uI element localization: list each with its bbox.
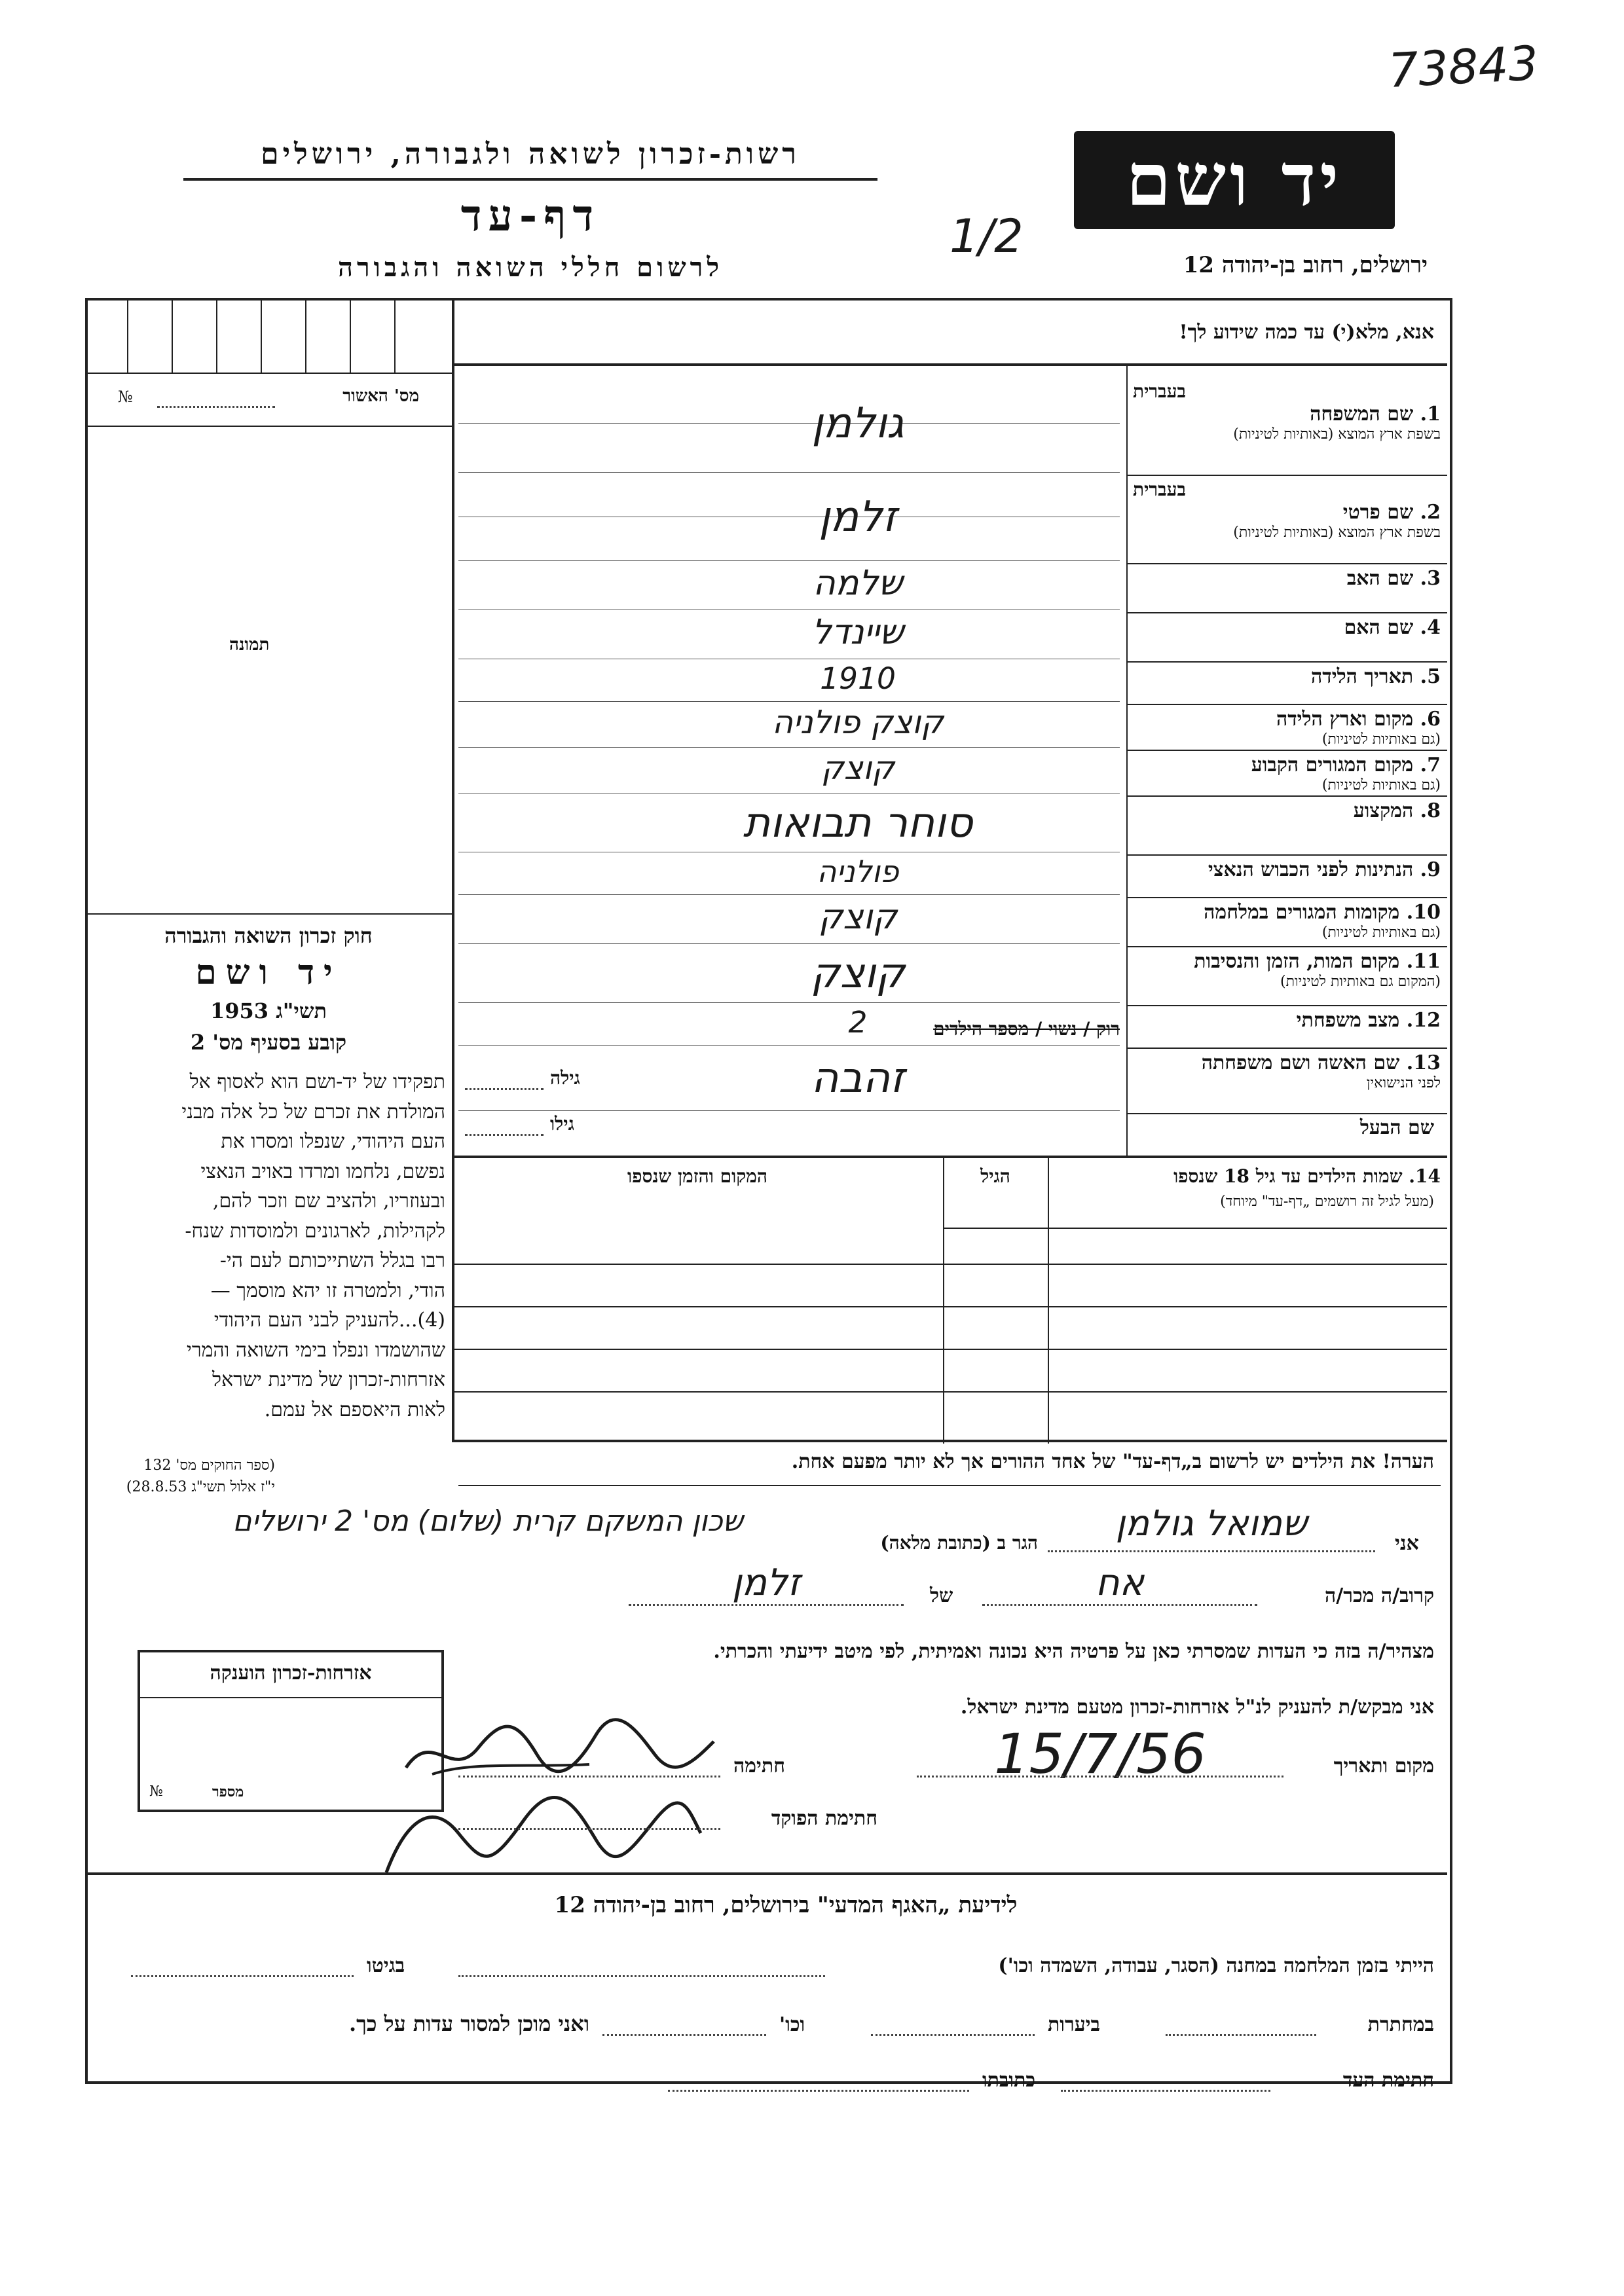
field-value[interactable]: שלמה xyxy=(813,563,903,603)
field-number: 9. xyxy=(1420,858,1441,881)
lower-forests-label: ביערות xyxy=(1048,2013,1101,2036)
officer-signature xyxy=(380,1781,707,1879)
approval-label: מס' האשור xyxy=(342,386,419,406)
place-date-label: מקום ותאריך xyxy=(1333,1755,1434,1777)
field-label xyxy=(1133,567,1441,590)
field-sub-label: (גם באותיות לטיניות) xyxy=(1321,777,1441,793)
field-label xyxy=(1133,616,1441,639)
law-reference-1: (ספר החוקים מס' 132 xyxy=(143,1457,275,1474)
field-value[interactable]: קוצק xyxy=(819,897,897,937)
field-number: 11. xyxy=(1406,950,1441,973)
officer-label: חתימת הפוקד xyxy=(771,1807,877,1830)
field-row xyxy=(452,897,1447,946)
field-value[interactable]: קוצק xyxy=(811,949,905,997)
field-value[interactable]: קוצק xyxy=(821,750,895,787)
field-label-text: המקצוע xyxy=(1353,799,1414,822)
field-label-block xyxy=(1133,616,1441,639)
field-number: 12. xyxy=(1406,1009,1441,1032)
field-sub-label: לפני הנישואין xyxy=(1366,1075,1441,1091)
field-label xyxy=(1133,1009,1441,1032)
field-row xyxy=(452,854,1447,897)
field-value[interactable]: 1910 xyxy=(820,661,896,696)
field-label-text: שם פרטי xyxy=(1342,501,1414,524)
law-name: יד ושם xyxy=(195,953,342,993)
field-label-text: מצב משפחתי xyxy=(1296,1009,1400,1032)
lower-etc-label: וכו' xyxy=(779,2013,805,2036)
law-title: חוק זכרון השואה והגבורה xyxy=(164,923,373,948)
field-value[interactable]: 2 xyxy=(848,1005,868,1040)
field-value[interactable]: פולניה xyxy=(817,854,899,889)
photo-label: תמונה xyxy=(229,635,270,655)
field-label xyxy=(1133,754,1441,776)
field-row xyxy=(452,376,1447,475)
law-text-line: אזרחות-זכרון של מדינת ישראל xyxy=(212,1368,445,1391)
field-value[interactable]: קוצק פולניה xyxy=(772,704,944,741)
law-text-line: הודי, ולמטרה זו יהא מוסמך — xyxy=(210,1279,445,1302)
field-number: 13. xyxy=(1406,1051,1441,1074)
field-number: 7. xyxy=(1420,754,1441,776)
field-sub-label: בשפת ארץ המוצא (באותיות לטיניות) xyxy=(1233,426,1441,443)
law-text-line: נפשם, נלחמו ומרדו באויב הנאצי xyxy=(200,1159,445,1183)
law-text-line: לאות היאספם אל עמם. xyxy=(264,1398,445,1421)
field-number: 4. xyxy=(1420,616,1441,639)
field-number: 8. xyxy=(1420,799,1441,822)
field-label-text: מקום המגורים הקבוע xyxy=(1251,754,1414,776)
field-label-block xyxy=(1133,901,1441,941)
field-number: 10. xyxy=(1406,901,1441,924)
of-value: זלמן xyxy=(731,1561,801,1604)
lower-camp-label: הייתי בזמן המלחמה במחנה (הסגר, עבודה, השמדה וכו') xyxy=(998,1954,1434,1977)
yad-vashem-logo: יד ושם xyxy=(1074,131,1395,229)
law-text-line: רבו בגלל השתייכותם לעם הי- xyxy=(219,1249,445,1272)
field-row xyxy=(452,946,1447,1005)
field-label-text: שם המשפחה xyxy=(1310,403,1414,426)
law-text-line: המולדת את זכרם של כל אלה מבני xyxy=(181,1100,445,1123)
field-row xyxy=(452,704,1447,750)
field-number: 1. xyxy=(1420,403,1441,426)
field-language-label: בעברית xyxy=(1133,380,1187,402)
form-title: דף-עד xyxy=(460,190,600,241)
law-text-line: (4)...להעניק לבני העם היהודי xyxy=(213,1309,445,1332)
residence-label: הגר ב (כתובת מלאה) xyxy=(880,1532,1038,1554)
field-row xyxy=(452,661,1447,704)
field-value[interactable]: שיינדל xyxy=(811,612,904,652)
intro-instruction: אנא, מלא(י) עד כמה שידוע לך! xyxy=(1179,321,1434,344)
children-number: 14. xyxy=(1409,1165,1441,1187)
field-row xyxy=(452,612,1447,661)
law-text-line: תפקידו של יד-ושם הוא לאסוף אל xyxy=(189,1070,445,1093)
field-label-block xyxy=(1133,567,1441,590)
page-mark: 1/2 xyxy=(950,210,1024,263)
field-label xyxy=(1133,858,1441,881)
remark: הערה! את הילדים יש לרשום ב„דף-עד" של אחד ההורים אך לא יותר מפעם אחת. xyxy=(791,1450,1434,1473)
field-label-block xyxy=(1133,665,1441,688)
field-label xyxy=(1133,501,1441,524)
signature-label: חתימה xyxy=(733,1755,785,1777)
field-label-block xyxy=(1133,380,1441,443)
field-label xyxy=(1133,799,1441,822)
field-label-text: מקומות המגורים במלחמה xyxy=(1204,901,1400,924)
field-number: 3. xyxy=(1420,567,1441,590)
field-row xyxy=(452,1048,1447,1113)
field-value[interactable]: זלמן xyxy=(819,492,897,541)
approval-number: № xyxy=(118,388,133,406)
left-top-cells xyxy=(88,301,452,373)
field-language-label: בעברית xyxy=(1133,479,1187,500)
relative-label: קרוב/ה מכר/ה xyxy=(1325,1584,1434,1607)
field-number: 6. xyxy=(1420,708,1441,731)
field-value[interactable]: זהבה xyxy=(811,1054,905,1102)
field-label xyxy=(1133,1051,1441,1074)
law-text-line: ובעוזריו, ולהציב שם וזכר להם, xyxy=(212,1190,445,1212)
lower-willing-label: ואני מוכן למסור עדות על כך. xyxy=(348,2011,589,2036)
declarant-label: אני xyxy=(1395,1532,1419,1555)
field-label xyxy=(1133,665,1441,688)
field-label-block xyxy=(1133,708,1441,748)
field-label-block xyxy=(1133,858,1441,881)
witness-signature-label: חתימת העד xyxy=(1342,2069,1434,2092)
field-label-block xyxy=(1133,950,1441,990)
place-date-value: 15/7/56 xyxy=(994,1722,1206,1786)
citizenship-request: אני מבקש/ת להעניק לנ"ל אזרחות-זכרון מטעם מדינת ישראל. xyxy=(960,1696,1434,1719)
field-value[interactable]: גולמן xyxy=(811,399,904,448)
field-label-block xyxy=(1133,754,1441,793)
field-row xyxy=(452,475,1447,563)
witness-address-label: כתובתו xyxy=(982,2069,1036,2092)
residence-value: שכון המשקם קרית (שלום) מס' 2 ירושלים xyxy=(232,1504,743,1538)
lower-underground-label: במחתרת xyxy=(1367,2013,1434,2036)
lower-title: לידיעת „האגף המדעי" בירושלים, רחוב בן-יהודה 12 xyxy=(554,1892,1018,1918)
authority-name: רשות-זכרון לשואה ולגבורה, ירושלים xyxy=(261,137,800,171)
field-label-block xyxy=(1133,1009,1441,1032)
wife-age-label: גילה xyxy=(550,1067,580,1089)
law-section: קובע בסעיף מס' 2 xyxy=(190,1030,347,1055)
citizenship-box-number-label: מספר xyxy=(212,1783,244,1800)
field-sub-label: בשפת ארץ המוצא (באותיות לטיניות) xyxy=(1233,524,1441,541)
children-age-header: הגיל xyxy=(980,1165,1010,1187)
husband-label: שם הבעל xyxy=(1359,1116,1434,1139)
law-year: תשי"ג 1953 xyxy=(210,998,327,1023)
field-label xyxy=(1133,901,1441,924)
field-sub-label: (גם באותיות לטיניות) xyxy=(1321,731,1441,748)
archive-number: 73843 xyxy=(1386,35,1540,98)
of-label: של xyxy=(930,1584,953,1607)
address: ירושלים, רחוב בן-יהודה 12 xyxy=(1183,252,1428,278)
law-reference-2: י"ז אלול תשי"ג 28.8.53) xyxy=(126,1479,275,1495)
children-place-header: המקום והזמן שנספו xyxy=(627,1165,767,1187)
children-title xyxy=(1054,1165,1441,1188)
field-row xyxy=(452,563,1447,612)
field-value[interactable]: סוחר תבואות xyxy=(743,799,973,847)
field-label-text: תאריך הלידה xyxy=(1311,665,1414,688)
children-title-text: שמות הילדים עד גיל 18 שנספו xyxy=(1173,1165,1403,1187)
children-note: (מעל לגיל זה רושמים „דף-עד" מיוחד) xyxy=(1220,1194,1434,1210)
field-label-block xyxy=(1133,1051,1441,1091)
field-label-text: שם האב xyxy=(1346,567,1414,590)
declarant-name: שמואל גולמן xyxy=(1115,1503,1308,1544)
law-text-line: העם היהודי, שנפלו ומסרו את xyxy=(221,1130,445,1153)
law-text xyxy=(92,1067,445,1425)
citizenship-box-no: № xyxy=(149,1783,163,1800)
field-label xyxy=(1133,403,1441,426)
form-subtitle: לרשום חללי השואה והגבורה xyxy=(337,252,724,283)
field-label-text: מקום וארץ הלידה xyxy=(1276,708,1414,731)
field-label xyxy=(1133,950,1441,973)
declarant-signature xyxy=(393,1702,720,1787)
lower-ghetto-label: בגיטו xyxy=(367,1954,405,1977)
field-label-text: שם האם xyxy=(1344,616,1414,639)
field-label-block xyxy=(1133,799,1441,822)
field-label-text: הנתינות לפני הכבוש הנאצי xyxy=(1208,858,1414,881)
field-label xyxy=(1133,708,1441,731)
citizenship-box-title: אזרחות-זכרון הוענקה xyxy=(210,1662,372,1685)
authority-underline xyxy=(183,178,877,181)
field-label-text: שם האשה ושם משפחתה xyxy=(1201,1051,1400,1074)
field-row xyxy=(452,795,1447,854)
field-number: 5. xyxy=(1420,665,1441,688)
declaration-statement: מצהיר/ה בזה כי העדות שמסרתי כאן על פרטיה היא נכונה ואמיתית, לפי מיטב ידיעתי והכרתי. xyxy=(713,1640,1434,1663)
field-number: 2. xyxy=(1420,501,1441,524)
marital-options: רוק / נשוי / מספר הילדים xyxy=(933,1018,1120,1040)
field-label-text: מקום המות, הזמן והנסיבות xyxy=(1194,950,1400,973)
law-text-line: שהושמדו ונפלו בימי השואה והמרי xyxy=(186,1338,445,1362)
field-label-block xyxy=(1133,479,1441,541)
field-sub-label: (המקום גם באותיות לטיניות) xyxy=(1280,974,1441,990)
field-sub-label: (גם באותיות לטיניות) xyxy=(1321,924,1441,941)
husband-age-label: גילו xyxy=(550,1113,574,1135)
relative-value: אח xyxy=(1095,1561,1145,1604)
law-text-line: לקהילות, לארגונים ולמוסדות שנח- xyxy=(185,1219,445,1243)
field-row xyxy=(452,750,1447,795)
